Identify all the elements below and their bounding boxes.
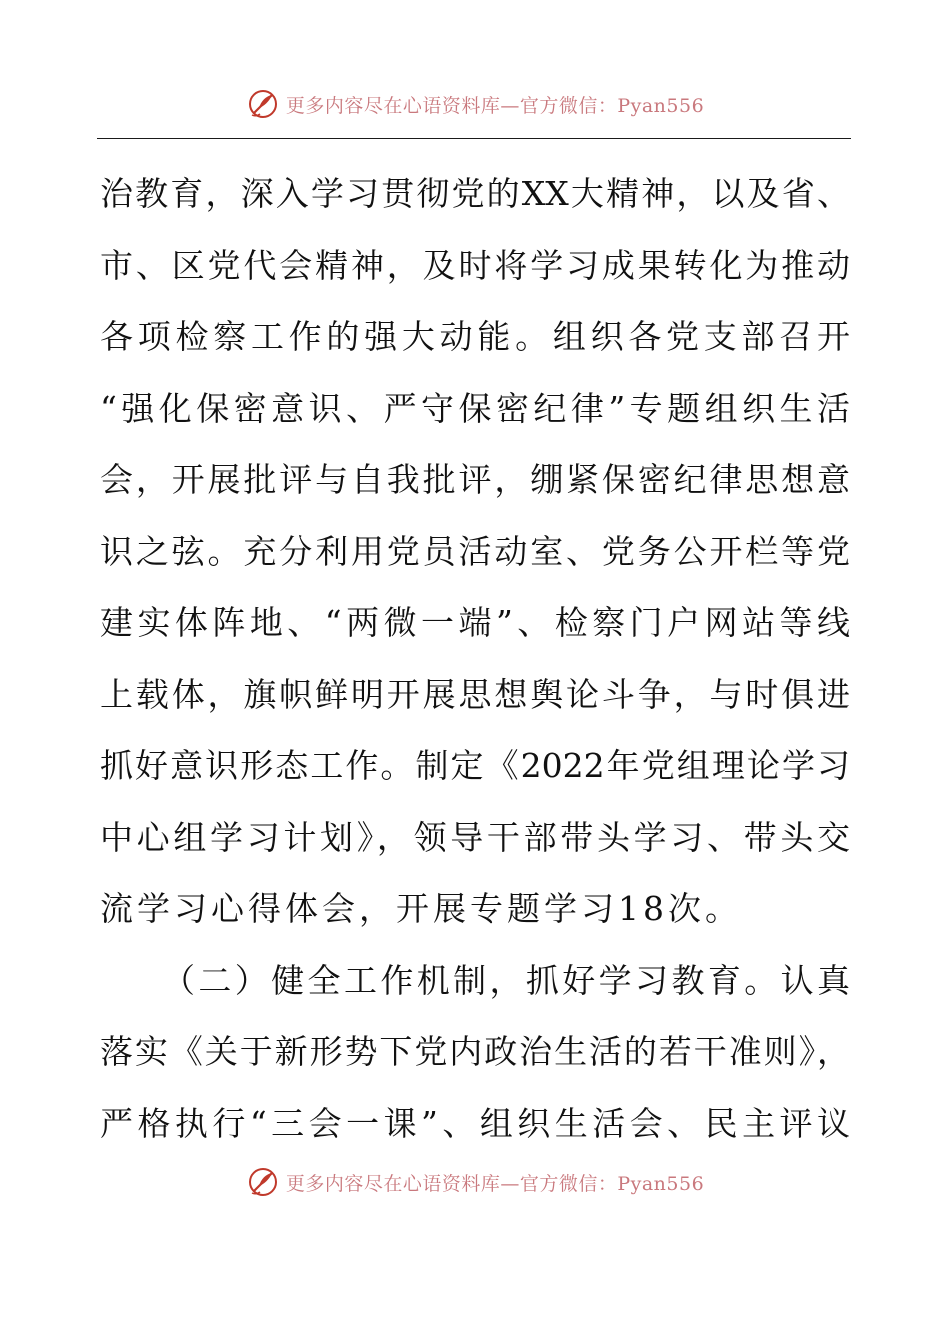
text-line: 各项检察工作的强大动能。组织各党支部召开 — [100, 317, 850, 356]
text-line: 上载体，旗帜鲜明开展思想舆论斗争，与时俱进 — [100, 674, 850, 714]
header-banner — [0, 84, 950, 124]
text-line: 会，开展批评与自我批评，绷紧保密纪律思想意 — [100, 460, 850, 499]
header-banner-text: 更多内容尽在心语资料库—官方微信：Pyan556 — [285, 94, 705, 117]
text-line: “强化保密意识、严守保密纪律”专题组织生活 — [100, 388, 850, 428]
quill-logo-icon — [246, 1165, 280, 1199]
text-line: 识之弦。充分利用党员活动室、党务公开栏等党 — [100, 531, 850, 571]
footer-banner-text: 更多内容尽在心语资料库—官方微信：Pyan556 — [285, 1172, 705, 1195]
text-line: 中心组学习计划》，领导干部带头学习、带头交 — [100, 817, 850, 857]
text-line-paragraph-end: 流学习心得体会，开展专题学习18次。 — [100, 889, 742, 928]
header-divider — [97, 138, 851, 139]
text-line: 市、区党代会精神，及时将学习成果转化为推动 — [100, 245, 850, 285]
text-line: 治教育，深入学习贯彻党的XX大精神，以及省、 — [100, 174, 850, 213]
body-text — [100, 158, 850, 1159]
quill-logo-icon — [246, 87, 280, 121]
text-line: 落实《关于新形势下党内政治生活的若干准则》， — [100, 1032, 850, 1071]
text-line: 抓好意识形态工作。制定《2022年党组理论学习 — [100, 746, 850, 785]
text-line: 建实体阵地、“两微一端”、检察门户网站等线 — [100, 603, 850, 642]
footer-banner — [0, 1162, 950, 1202]
text-line: 严格执行“三会一课”、组织生活会、民主评议 — [100, 1103, 850, 1143]
text-line-section-heading: （二）健全工作机制，抓好学习教育。认真 — [162, 960, 850, 1000]
